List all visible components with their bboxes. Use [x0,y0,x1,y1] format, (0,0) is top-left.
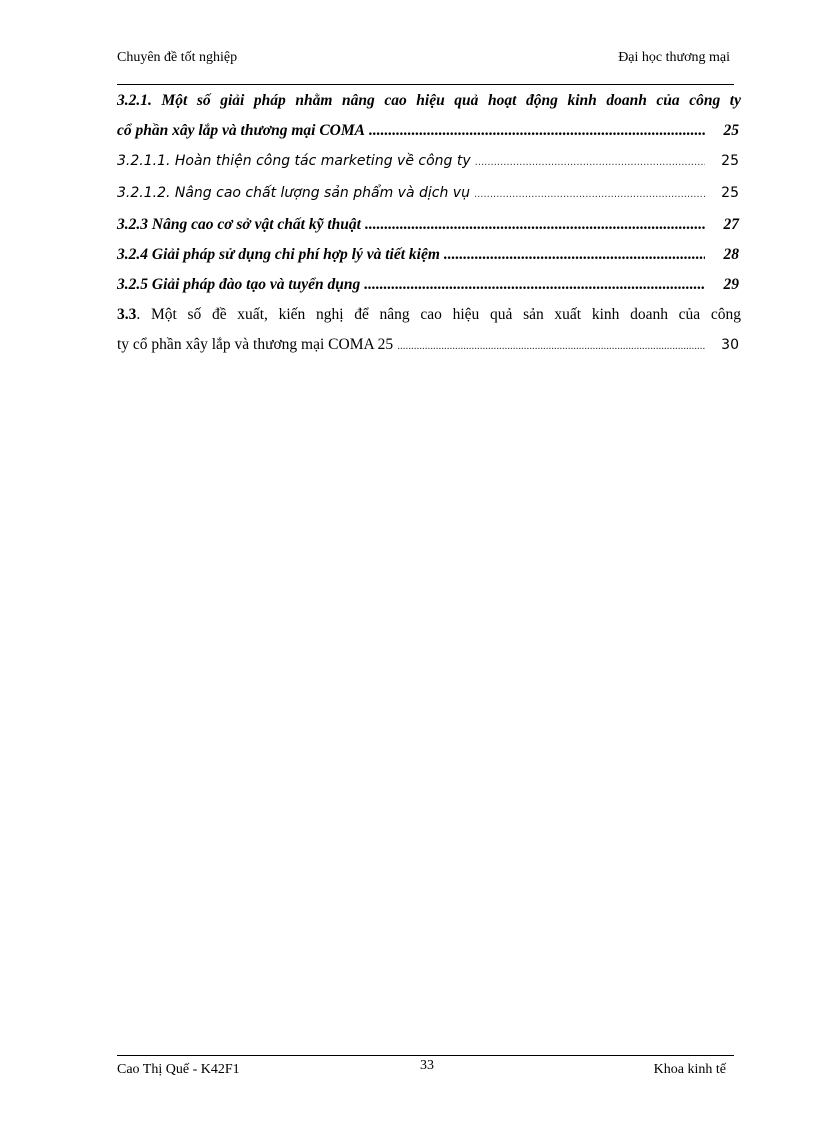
toc-entry-text: 3.2.3 Nâng cao cơ sở vật chất kỹ thuật [117,216,361,233]
toc-entry-3-2-4[interactable] [117,240,741,270]
toc-page-number: 28 [723,246,739,263]
dot-leader [365,210,705,240]
page-header [117,50,734,85]
dot-leader [369,116,705,146]
dot-leader [475,148,705,178]
header-right-text: Đại học thương mại [618,50,730,65]
footer-faculty: Khoa kinh tế [653,1062,726,1077]
toc-entry-text-line2: ty cổ phần xây lắp và thương mại COMA 25 [117,336,394,353]
header-left-text: Chuyên đề tốt nghiệp [117,50,238,65]
toc-entry-3-2-1[interactable] [117,86,741,146]
toc-page-number: 30 [721,337,739,353]
toc-page-number: 29 [723,276,739,293]
toc-entry-3-2-1-2[interactable] [117,178,741,210]
toc-entry-text-line1 [117,300,741,330]
page-footer [117,1055,734,1082]
toc-entry-text-line1: 3.2.1. Một số giải pháp nhằm nâng cao hiệu quả hoạt động kinh doanh của công ty [117,92,741,109]
toc-entry-number: 3.3 [117,306,137,323]
dot-leader [397,331,705,361]
dot-leader [474,180,705,210]
toc-entry-title: . Một số đề xuất, kiến nghị để nâng cao hiệu quả sản xuất kinh doanh của công [136,306,741,323]
toc-entry-3-2-5[interactable] [117,270,741,300]
footer-page-number: 33 [420,1058,434,1073]
toc-entry-text: 3.2.4 Giải pháp sử dụng chi phí hợp lý và tiết kiệm [117,246,440,263]
toc-page-number: 25 [721,153,739,169]
toc-entry-text: 3.2.1.2. Nâng cao chất lượng sản phẩm và dịch vụ [117,185,470,201]
dot-leader [364,270,705,300]
toc-entry-3-3[interactable] [117,300,741,361]
toc-page-number: 27 [723,216,739,233]
footer-author: Cao Thị Quế - K42F1 [117,1062,240,1077]
table-of-contents [117,86,741,361]
toc-entry-text: 3.2.5 Giải pháp đào tạo và tuyển dụng [117,276,361,293]
toc-page-number: 25 [723,122,739,139]
toc-entry-3-2-1-1[interactable] [117,146,741,178]
toc-entry-3-2-3[interactable] [117,210,741,240]
dot-leader [444,240,705,270]
toc-page-number: 25 [721,185,739,201]
toc-entry-text-line2: cổ phần xây lắp và thương mại COMA [117,122,365,139]
toc-entry-text: 3.2.1.1. Hoàn thiện công tác marketing về công ty [117,153,471,169]
